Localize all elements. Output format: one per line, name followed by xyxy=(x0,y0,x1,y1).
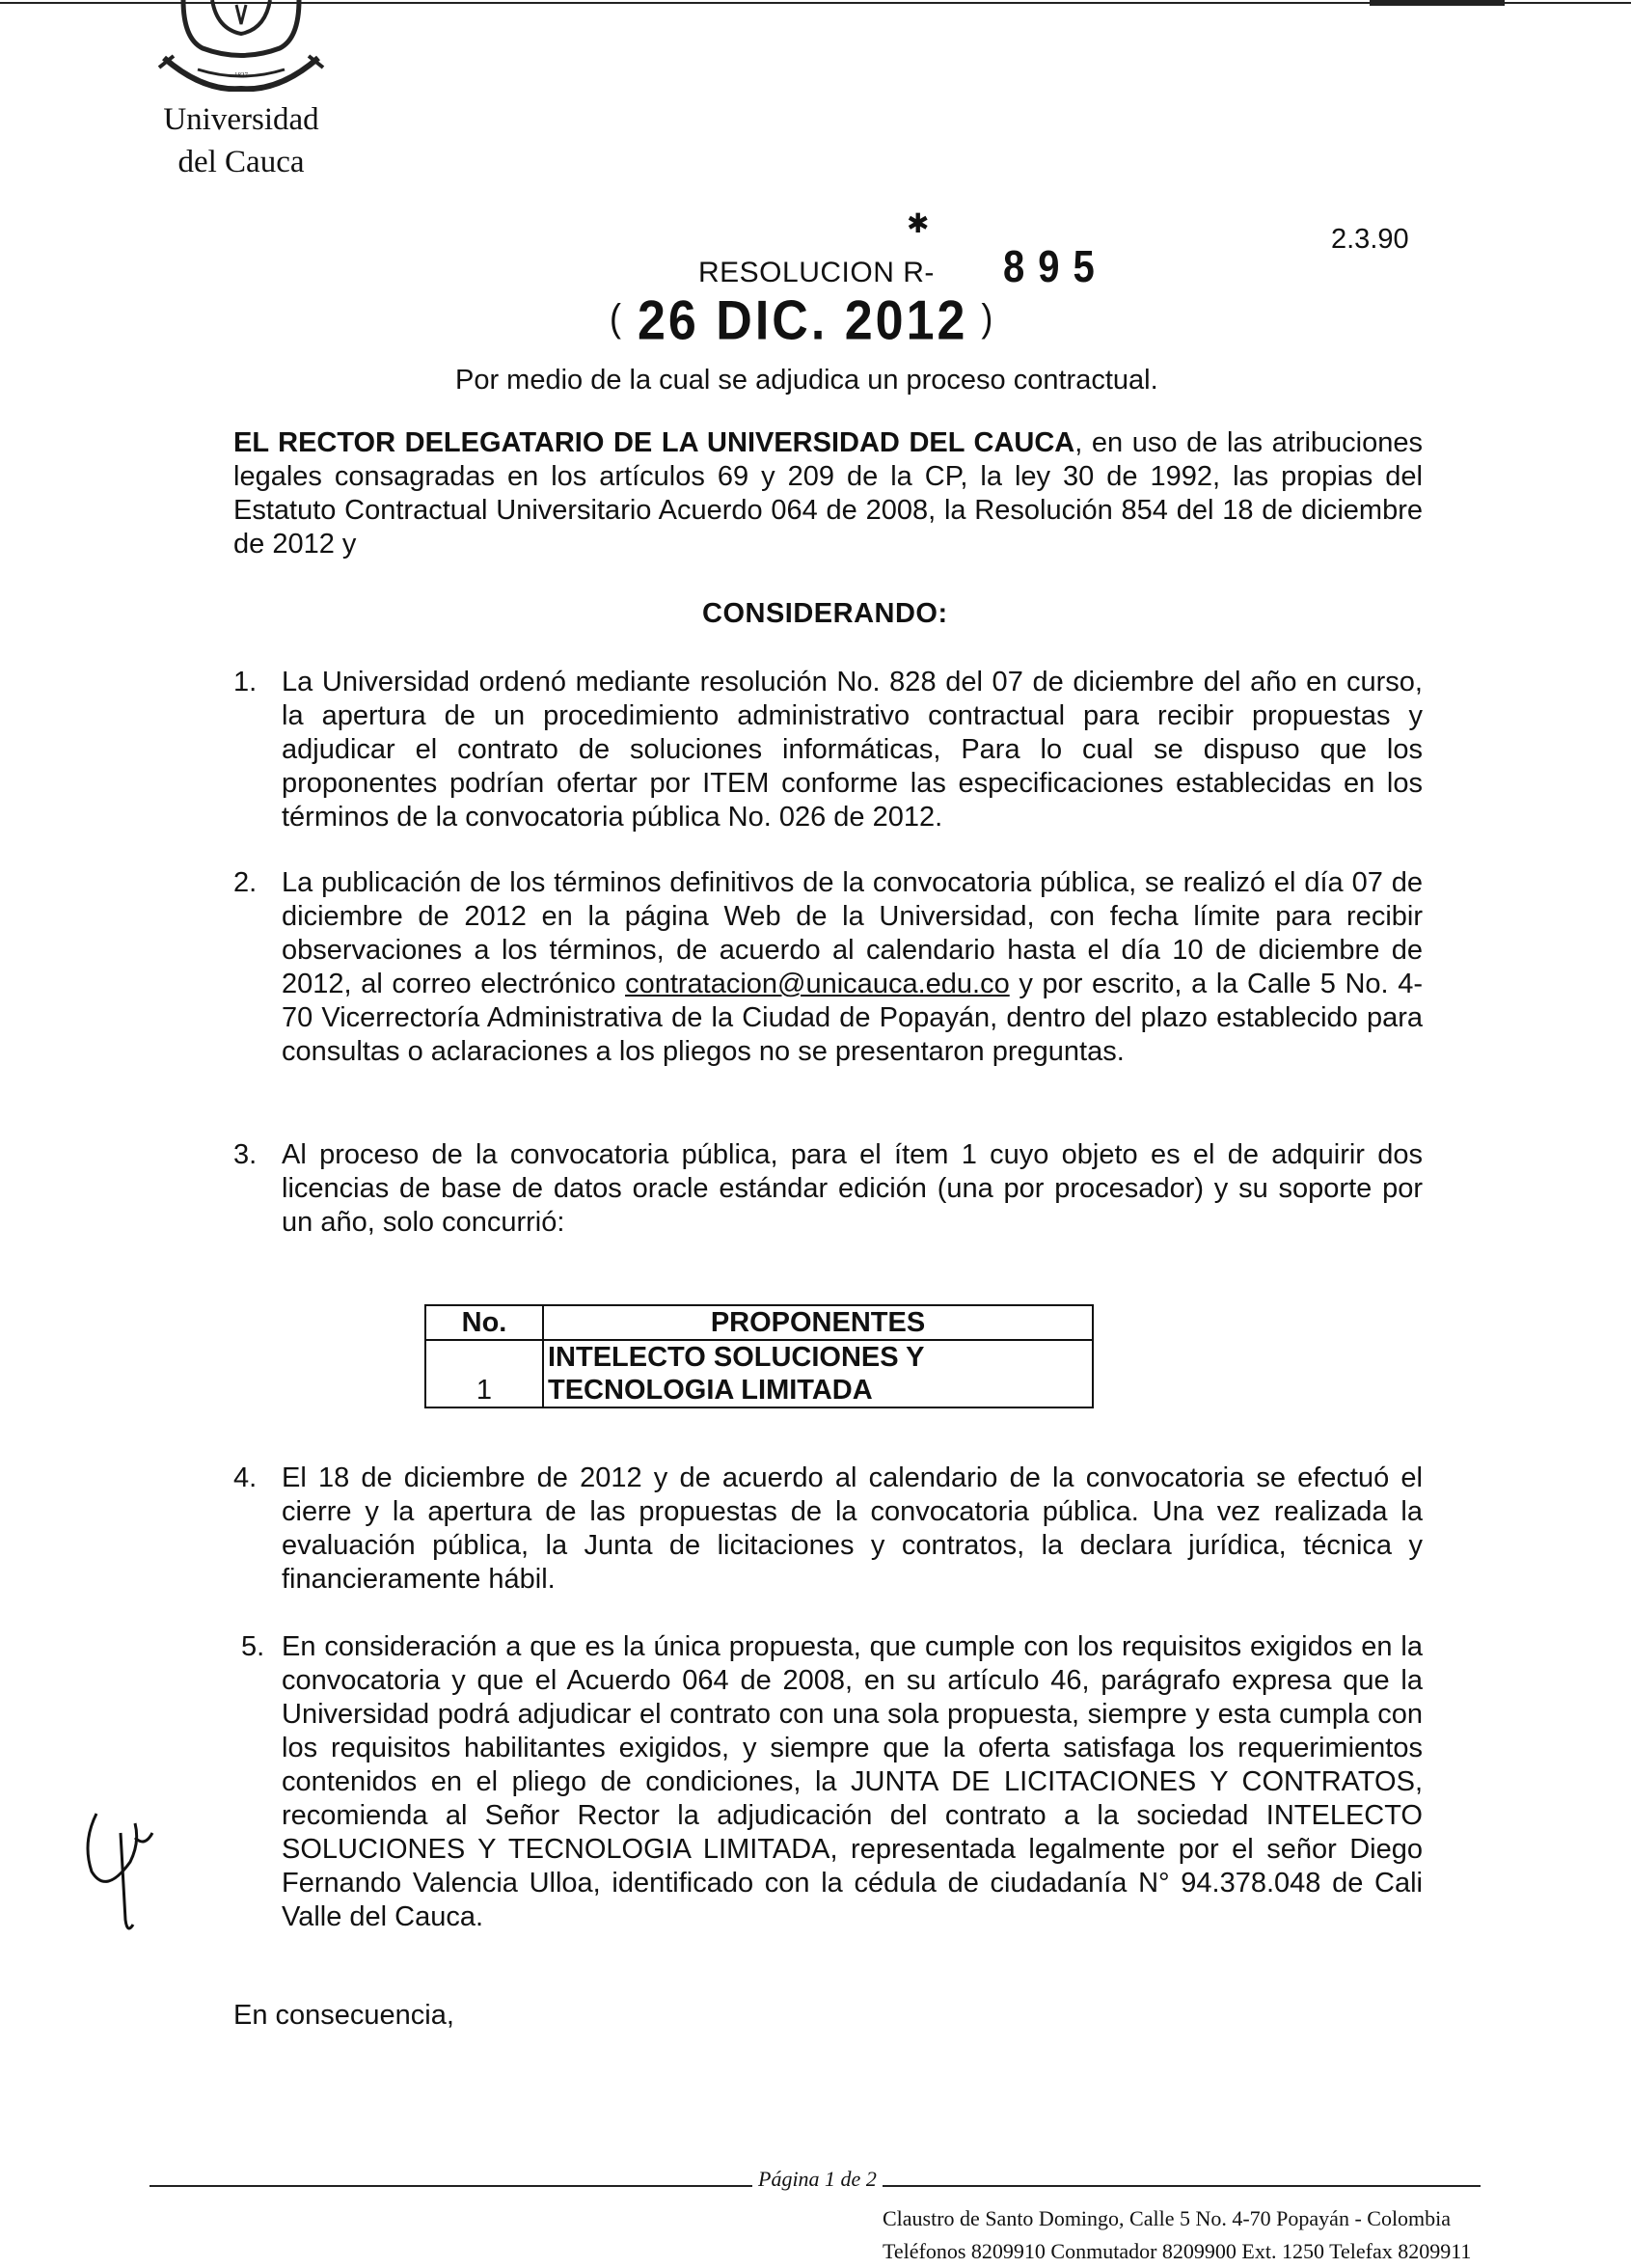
intro-text: , en uso de las atribuciones legales consagradas en los artículos 69 y 209 de la CP, la ley 30 de 1992, las propias del Estatuto Contractual Universitario Acuerdo 064 de 2008, la Resolución 854 del 18 de diciembre de 2012 y xyxy=(233,427,1424,560)
resolution-title: RESOLUCION R- xyxy=(698,257,935,288)
intro-paragraph xyxy=(233,426,1423,561)
item-4-text: El 18 de diciembre de 2012 y de acuerdo al calendario de la convocatoria se efectuó el cierre y la apertura de las propuestas de la convocatoria pública. Una vez realizada la evaluación pública, la Junta de licitaciones y contratos, la declara jurídica, técnica y financieramente hábil. xyxy=(282,1462,1423,1595)
footer-phones: Teléfonos 8209910 Conmutador 8209900 Ext. 1250 Telefax 8209911 xyxy=(883,2239,1472,2263)
proponent-line-1: INTELECTO SOLUCIONES Y xyxy=(548,1342,925,1373)
table-header-row xyxy=(425,1305,1093,1340)
header-proponentes: PROPONENTES xyxy=(543,1305,1093,1340)
closing-text: En consecuencia, xyxy=(233,2000,454,2031)
item-5-text: En consideración a que es la única propuesta, que cumple con los requisitos exigidos en la convocatoria y que el Acuerdo 064 de 2008, en su artículo 46, parágrafo expresa que la Universidad podrá adjudicar el contrato con una sola propuesta, siempre y esta cumpla con los requisitos habilitantes exigidos, y siempre que la oferta satisfaga los requerimientos contenidos en el pliego de condiciones, la JUNTA DE LICITACIONES Y CONTRATOS, recomienda al Señor Rector la adjudicación del contrato a la sociedad INTELECTO SOLUCIONES Y TECNOLOGIA LIMITADA, representada legalmente por el señor Diego Fernando Valencia Ulloa, identificado con la cédula de ciudadanía N° 94.378.048 de Cali Valle del Cauca. xyxy=(282,1631,1423,1932)
institution-name xyxy=(150,98,333,183)
item-4-number: 4. xyxy=(233,1462,258,1493)
top-scan-mark xyxy=(1370,0,1505,6)
handwritten-signature xyxy=(77,1804,164,1939)
table-row xyxy=(425,1340,1093,1407)
proponents-table xyxy=(424,1304,1094,1408)
date-close-paren: ) xyxy=(981,295,996,340)
item-2-text xyxy=(282,866,1423,1069)
resolution-number: 895 xyxy=(1003,242,1108,292)
small-mark: ✱ xyxy=(907,208,930,238)
resolution-date: 26 DIC. 2012 xyxy=(638,290,968,352)
considerando-heading: CONSIDERANDO: xyxy=(702,598,948,629)
resolution-date-stamp xyxy=(596,289,1009,353)
item-3-text: Al proceso de la convocatoria pública, para el ítem 1 cuyo objeto es el de adquirir dos licencias de base de datos oracle estándar edición (una por procesador) y su soporte por un año, solo concurrió: xyxy=(282,1139,1423,1238)
item-2-text-b: y por escrito, a la Calle 5 No. 4-70 Vicerrectoría Administrativa de la Ciudad de Popayán, dentro del plazo establecido para consultas o aclaraciones a los pliegos no se presentaron preguntas. xyxy=(282,969,1423,1067)
header-no: No. xyxy=(425,1305,543,1340)
item-2-text-a: La publicación de los términos definitivos de la convocatoria pública, se realizó el día 07 de diciembre de 2012 en la página Web de la Universidad, con fecha límite para recibir observaciones a los términos, de acuerdo al calendario hasta el día 10 de diciembre de 2012, al correo electrónico xyxy=(282,867,1423,999)
footer-address: Claustro de Santo Domingo, Calle 5 No. 4-70 Popayán - Colombia xyxy=(883,2206,1452,2230)
item-3-number: 3. xyxy=(233,1139,258,1170)
document-code: 2.3.90 xyxy=(1331,224,1409,255)
item-1-text: La Universidad ordenó mediante resolución No. 828 del 07 de diciembre del año en curso, la apertura de un procedimiento administrativo contractual para recibir propuestas y adjudicar el contrato de soluciones informáticas, Para lo cual se dispuso que los proponentes podrían ofertar por ITEM conforme las especificaciones establecidas en los términos de la convocatoria pública No. 026 de 2012. xyxy=(282,667,1423,833)
institution-line-1: Universidad xyxy=(163,102,319,137)
resolution-subtitle: Por medio de la cual se adjudica un proceso contractual. xyxy=(455,365,1158,396)
footer-contact xyxy=(883,2202,1471,2268)
proponent-line-2: TECNOLOGIA LIMITADA xyxy=(548,1375,873,1406)
email-link[interactable]: contratacion@unicauca.edu.co xyxy=(625,969,1010,999)
item-2-number: 2. xyxy=(233,867,258,898)
row-number: 1 xyxy=(425,1340,543,1407)
institution-line-2: del Cauca xyxy=(177,145,305,179)
date-open-paren: ( xyxy=(610,295,624,340)
item-5-number: 5. xyxy=(241,1631,265,1662)
item-1-number: 1. xyxy=(233,667,258,697)
seal-year: 1827 xyxy=(234,71,248,79)
university-seal-logo xyxy=(145,0,338,92)
row-proponent xyxy=(543,1340,1093,1407)
page-indicator: Página 1 de 2 xyxy=(752,2167,883,2192)
intro-lead: EL RECTOR DELEGATARIO DE LA UNIVERSIDAD DEL CAUCA xyxy=(233,427,1075,458)
